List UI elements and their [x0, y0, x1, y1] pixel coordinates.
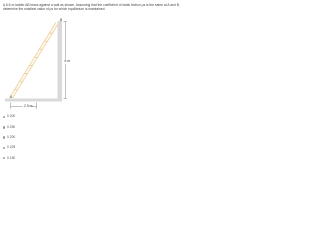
- option-label: 0.150: [6, 155, 16, 160]
- point-b-label: B: [60, 18, 63, 22]
- answer-option[interactable]: [3, 156, 153, 160]
- radio-button[interactable]: [3, 126, 5, 128]
- point-a-label: A: [10, 95, 13, 99]
- option-label: 0.225: [6, 145, 16, 150]
- option-label: 0.200: [6, 114, 16, 119]
- ground: [5, 99, 62, 102]
- answer-options: [3, 115, 153, 166]
- radio-button[interactable]: [3, 136, 5, 138]
- question-text: A 6.5-m ladder AB leans against a wall as shown. Assuming that the coefficient of static friction μs is the same at A and B, determine the smallest value of μs for which equilibrium is maintained.: [3, 3, 180, 12]
- answer-option[interactable]: [3, 136, 153, 140]
- ladder-rungs: [15, 33, 53, 90]
- radio-button[interactable]: [3, 116, 5, 118]
- ladder-rail: [13, 24, 59, 98]
- wall: [58, 18, 63, 99]
- answer-option[interactable]: [3, 146, 153, 150]
- radio-button[interactable]: [3, 157, 5, 159]
- option-label: 0.250: [6, 124, 16, 129]
- width-label: 2.5 m: [24, 104, 33, 109]
- option-label: 0.200: [6, 135, 16, 139]
- answer-option[interactable]: [3, 115, 153, 119]
- radio-button[interactable]: [3, 147, 5, 149]
- ladder-rail: [10, 23, 57, 98]
- answer-option[interactable]: [3, 125, 153, 129]
- height-label: 6 m: [64, 59, 71, 64]
